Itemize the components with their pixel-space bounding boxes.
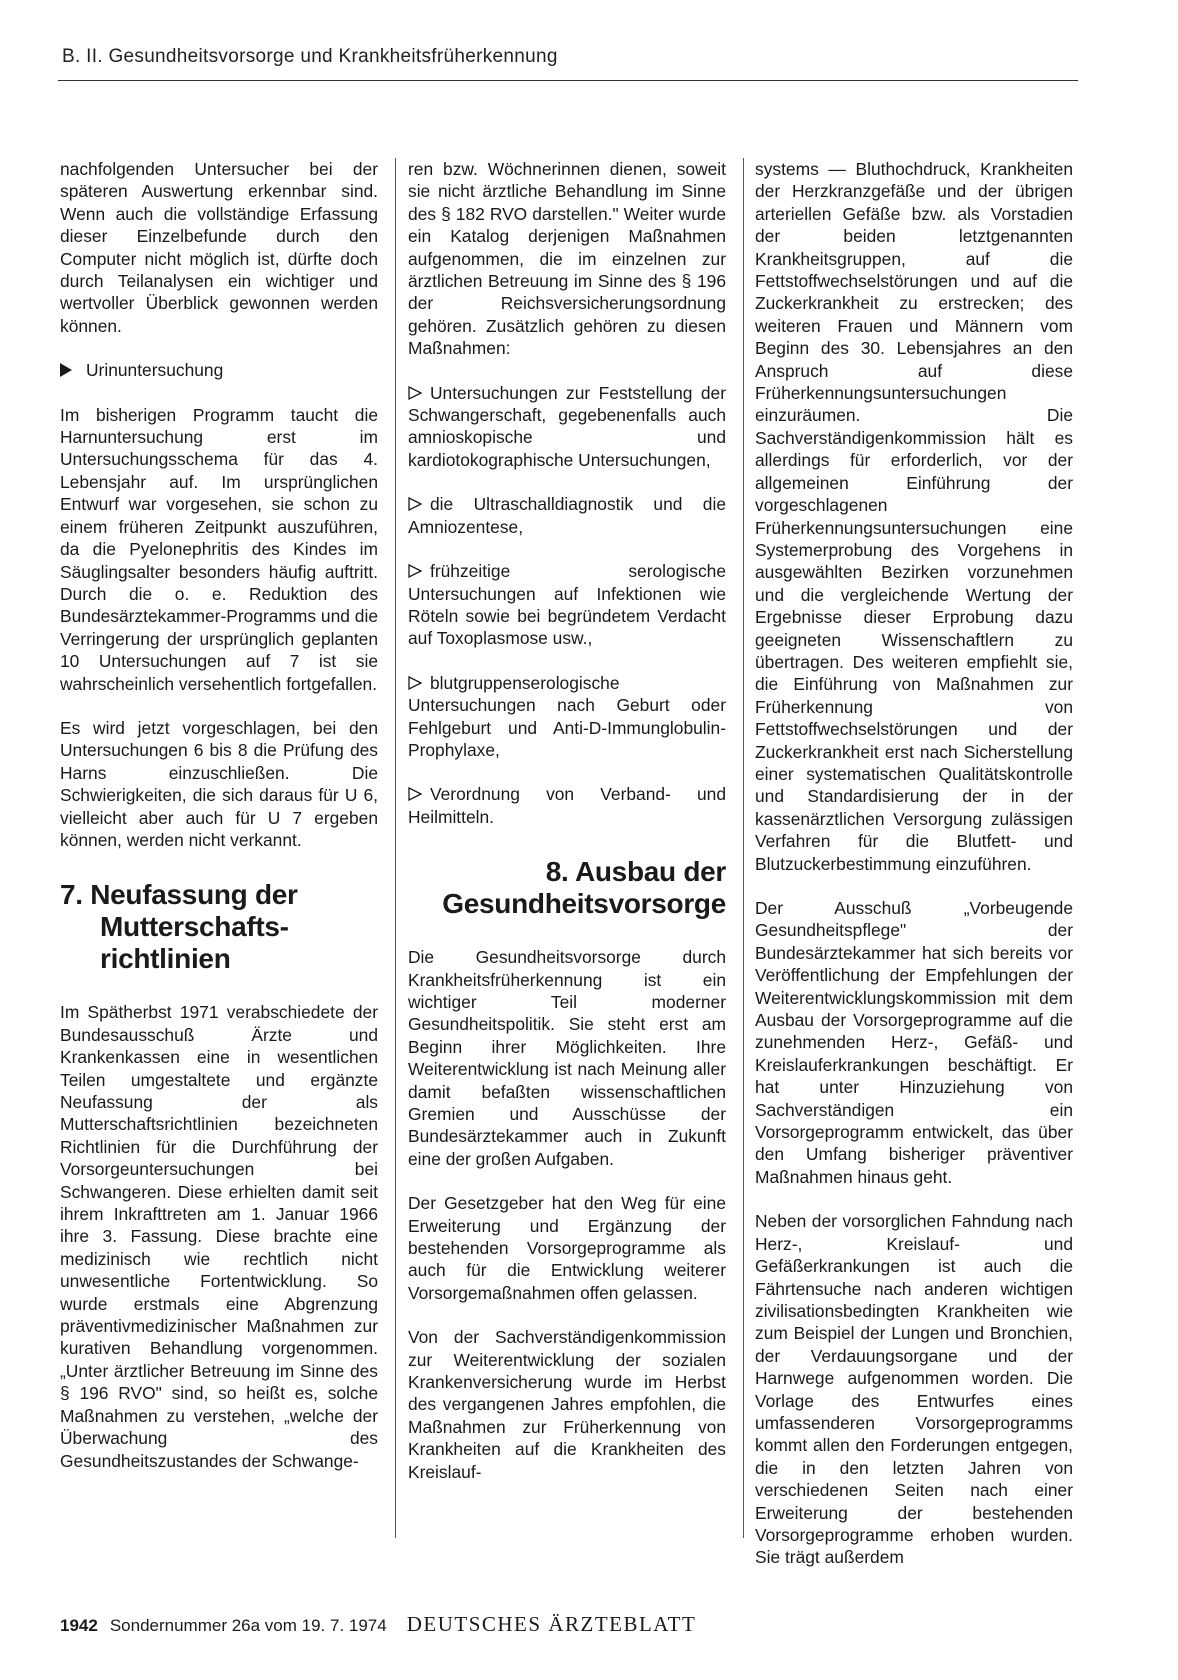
list-item-text: blutgruppenserologische Untersuchungen nach Geburt oder Fehlgeburt und Anti-D-Immunglobulin-Prophylaxe, (408, 672, 726, 760)
paragraph: Der Ausschuß „Vorbeugende Gesundheitspflege" der Bundesärztekammer hat sich bereits vor Veröffentlichung der Empfehlungen der Weiterentwicklungskommission mit dem Ausbau der Vorsorgeprogramme auf die zunehmenden Herz-, Gefäß- und Kreislauferkrankungen beschäftigt. Er hat unter Hinzuziehung von Sachverständigen ein Vorsorgeprogramm entwickelt, das über den Umfang bisheriger präventiver Maßnahmen hinaus geht. (755, 898, 1073, 1187)
open-triangle-bullet-icon (408, 676, 422, 690)
column-3 (755, 158, 1073, 1591)
paragraph: systems — Bluthochdruck, Krankheiten der Herzkranzgefäße und der übrigen arteriellen Gefäße bzw. als Vorstadien der beiden letztgenannten Krankheitsgruppen, auf die Fettstoffwechselstörungen und auf die Zuckerkrankheit zu erstrecken; des weiteren Frauen und Männern vom Beginn des 30. Lebensjahres an den Anspruch auf diese Früherkennungsuntersuchungen einzuräumen. Die Sachverständigenkommission hält es allerdings für erforderlich, vor der allgemeinen Einführung der vorgeschlagenen Früherkennungsuntersuchungen eine Systemerprobung des Vorgehens in ausgewählten Bezirken vorzunehmen und die vergleichende Wertung der Ergebnisse dieser Erprobung dazu geeigneten Wissenschaftlern zu übertragen. Des weiteren empfiehlt sie, die Einführung von Maßnahmen zur Früherkennung von Fettstoffwechselstörungen und der Zuckerkrankheit erst nach Sicherstellung einer systematischen Qualitätskontrolle und Standardisierung der in der kassenärztlichen Versorgung zulässigen Verfahren für die Blutfett- und Blutzuckerbestimmung einzuführen. (755, 159, 1073, 874)
subheading-urinuntersuchung (60, 359, 378, 381)
triangle-bullet-icon (60, 363, 72, 377)
section-heading-8: 8. Ausbau der Gesundheitsvorsorge (442, 856, 726, 920)
list-item (408, 560, 726, 650)
journal-title: DEUTSCHES ÄRZTEBLATT (406, 1612, 697, 1636)
header-rule (58, 80, 1078, 81)
paragraph: Neben der vorsorglichen Fahndung nach Herz-, Kreislauf- und Gefäßerkrankungen ist auch die Fährtensuche nach anderen wichtigen zivilisationsbedingten Krankheiten wie zum Beispiel der Lungen und Bronchien, der Verdauungsorgane und der Harnwege aufgenommen worden. Die Vorlage des Entwurfes eines umfassenderen Vorsorgeprogramms kommt allen den Forderungen entgegen, die in den letzten Jahren von verschiedenen Seiten nach einer Erweiterung der bestehenden Vorsorgeprogramme erhoben wurden. Sie trägt außerdem (755, 1211, 1073, 1568)
open-triangle-bullet-icon (408, 564, 422, 578)
list-item (408, 783, 726, 828)
open-triangle-bullet-icon (408, 497, 422, 511)
column-divider (395, 158, 396, 1538)
paragraph: Im bisherigen Programm taucht die Harnuntersuchung erst im Untersuchungsschema für das 4. Lebensjahr auf. Im ursprünglichen Entwurf war vorgesehen, sie schon zu einem früheren Zeitpunkt auszuführen, da die Pyelonephritis des Kindes im Säuglingsalter besonders häufig auftritt. Durch die o. e. Reduktion des Bundesärztekammer-Programms und die Verringerung der ursprünglich geplanten 10 Untersuchungen auf 7 ist sie wahrscheinlich versehentlich fortgefallen. (60, 404, 378, 694)
column-1 (60, 158, 378, 1494)
paragraph: Es wird jetzt vorgeschlagen, bei den Untersuchungen 6 bis 8 die Prüfung des Harns einzuschließen. Die Schwierigkeiten, die sich daraus für U 6, vielleicht aber auch für U 7 ergeben können, werden nicht verkannt. (60, 717, 378, 850)
list-item (408, 672, 726, 762)
column-2 (408, 158, 726, 1505)
list-item-text: Verordnung von Verband- und Heilmitteln. (408, 784, 726, 827)
column-divider (743, 158, 744, 1538)
paragraph: Die Gesundheitsvorsorge durch Krankheitsfrüherkennung ist ein wichtiger Teil moderner Gesundheitspolitik. Sie steht erst am Beginn ihrer Möglichkeiten. Ihre Weiterentwicklung ist nach Meinung aller damit befaßten wissenschaftlichen Gremien und Ausschüsse der Bundesärztekammer auch in Zukunft eine der großen Aufgaben. (408, 947, 726, 1169)
running-head: B. II. Gesundheitsvorsorge und Krankheitsfrüherkennung (62, 46, 558, 67)
page-number: 1942 (60, 1616, 98, 1635)
subheading-label: Urinuntersuchung (86, 360, 224, 381)
paragraph: nachfolgenden Untersucher bei der späteren Auswertung erkennbar sind. Wenn auch die vollständige Erfassung dieser Einzelbefunde durch den Computer nicht möglich ist, dürfte doch durch Teilanalysen ein wichtiger und wertvoller Überblick gewonnen werden können. (60, 159, 378, 336)
paragraph: Im Spätherbst 1971 verabschiedete der Bundesausschuß Ärzte und Krankenkassen eine in wesentlichen Teilen umgestaltete und ergänzte Neufassung der als Mutterschaftsrichtlinien bezeichneten Richtlinien für die Durchführung der Vorsorgeuntersuchungen bei Schwangeren. Diese erhielten damit seit ihrem Inkrafttreten am 1. Januar 1966 ihre 3. Fassung. Diese brachte eine medizinisch wie rechtlich nicht unwesentliche Fortentwicklung. So wurde erstmals eine Abgrenzung präventivmedizinischer Maßnahmen zur kurativen Behandlung vorgenommen. „Unter ärztlicher Betreuung im Sinne des § 196 RVO" sind, so heißt es, solche Maßnahmen zu verstehen, „welche der Überwachung des Gesundheitszustandes der Schwange- (60, 1002, 378, 1471)
issue-info: Sondernummer 26a vom 19. 7. 1974 (109, 1616, 387, 1635)
section-heading-7: 7. Neufassung der Mutterschafts-richtlinien (60, 879, 298, 975)
paragraph: Der Gesetzgeber hat den Weg für eine Erweiterung und Ergänzung der bestehenden Vorsorgeprogramme als auch für die Entwicklung weiterer Vorsorgemaßnahmen offen gelassen. (408, 1193, 726, 1303)
list-item-text: Untersuchungen zur Feststellung der Schwangerschaft, gegebenenfalls auch amnioskopische und kardiotokographische Untersuchungen, (408, 382, 726, 470)
list-item (408, 493, 726, 538)
list-item-text: die Ultraschalldiagnostik und die Amniozentese, (408, 494, 726, 537)
open-triangle-bullet-icon (408, 386, 422, 400)
open-triangle-bullet-icon (408, 787, 422, 801)
page-footer (60, 1612, 696, 1637)
paragraph: Von der Sachverständigenkommission zur Weiterentwicklung der sozialen Krankenversicherung wurde im Herbst des vergangenen Jahres empfohlen, die Maßnahmen zur Früherkennung von Krankheiten auf die Krankheiten des Kreislauf- (408, 1327, 726, 1482)
list-item (408, 382, 726, 472)
paragraph: ren bzw. Wöchnerinnen dienen, soweit sie nicht ärztliche Behandlung im Sinne des § 182 RVO darstellen." Weiter wurde ein Katalog derjenigen Maßnahmen aufgenommen, die im einzelnen zur ärztlichen Betreuung im Sinne des § 196 der Reichsversicherungsordnung gehören. Zusätzlich gehören zu diesen Maßnahmen: (408, 159, 726, 359)
list-item-text: frühzeitige serologische Untersuchungen auf Infektionen wie Röteln sowie bei begründetem Verdacht auf Toxoplasmose usw., (408, 561, 726, 649)
